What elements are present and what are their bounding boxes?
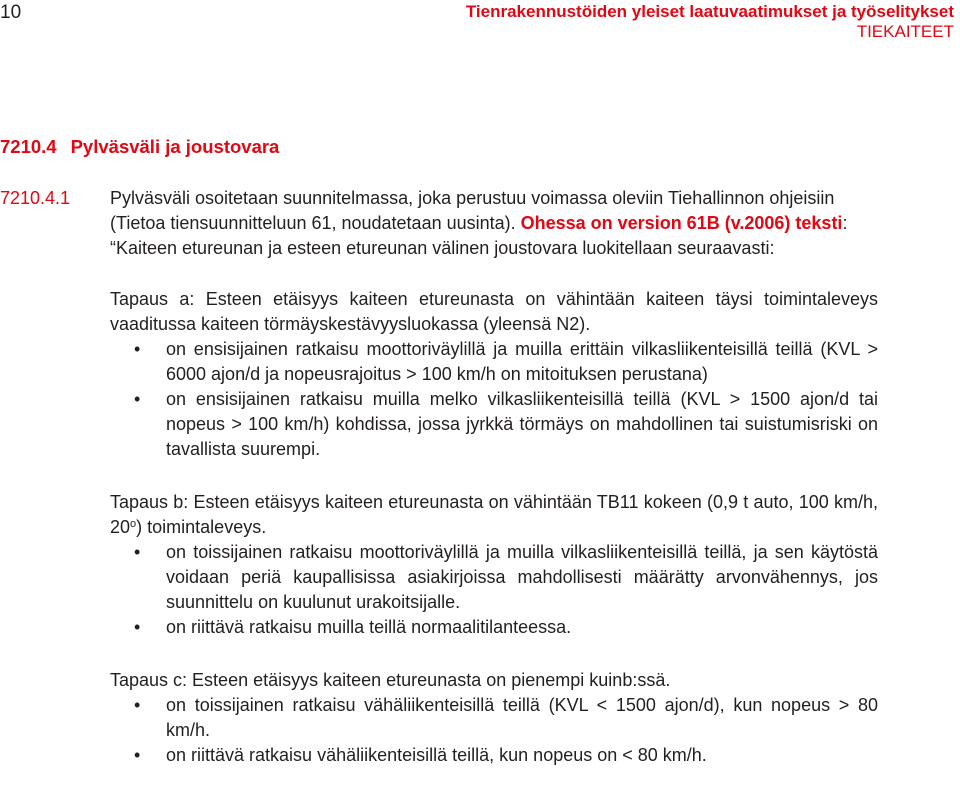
list-item <box>110 387 878 462</box>
document-subtitle: TIEKAITEET <box>856 22 954 41</box>
degree-superscript: o <box>130 518 137 530</box>
clause-intro <box>110 186 878 261</box>
case-a-text: Tapaus a: Esteen etäisyys kaiteen etureunasta on vähintään kaiteen täysi toimintaleveys vaaditussa kaiteen törmäyskestävyysluokassa (yleensä N2). <box>110 289 878 334</box>
list-item <box>110 615 878 640</box>
intro-text-1: Pylväsväli osoitetaan suunnitelmassa, joka perustuu voimassa oleviin Tiehallinnon ohjeisiin (Tietoa tiensuunnitteluun 61, noudatetaan uusinta). <box>110 188 835 233</box>
document-title: Tienrakennustöiden yleiset laatuvaatimukset ja työselitykset <box>465 2 954 21</box>
page-number: 10 <box>0 2 22 23</box>
case-a-bullets <box>110 337 878 462</box>
section-heading <box>0 136 279 158</box>
bullet-icon: • <box>134 389 141 409</box>
case-b-text <box>110 490 878 540</box>
bullet-icon: • <box>134 617 141 637</box>
bullet-icon: • <box>134 542 141 562</box>
list-item-text: on ensisijainen ratkaisu moottoriväylillä ja muilla erittäin vilkasliikenteisillä teillä (KVL > 6000 ajon/d ja nopeusrajoitus > 100 km/h on mitoituksen perustana) <box>166 339 878 384</box>
case-b-text-2: ) toimintaleveys. <box>136 517 267 537</box>
list-item <box>110 337 878 387</box>
section-number: 7210.4 <box>0 136 57 157</box>
clause-body <box>110 186 878 768</box>
bullet-icon: • <box>134 339 141 359</box>
list-item <box>110 540 878 615</box>
case-b-bullets <box>110 540 878 640</box>
list-item-text: on toissijainen ratkaisu vähäliikenteisillä teillä (KVL < 1500 ajon/d), kun nopeus > 80 km/h. <box>166 695 878 740</box>
clause-number: 7210.4.1 <box>0 188 71 208</box>
list-item <box>110 693 878 743</box>
case-c-bullets <box>110 693 878 768</box>
list-item <box>110 743 878 768</box>
case-b-text-1: Tapaus b: Esteen etäisyys kaiteen etureunasta on vähintään TB11 kokeen (0,9 t auto, 100 km/h, 20 <box>110 492 878 537</box>
bullet-icon: • <box>134 695 141 715</box>
case-c-text: Tapaus c: Esteen etäisyys kaiteen etureunasta on pienempi kuinb:ssä. <box>110 670 671 690</box>
list-item-text: on riittävä ratkaisu vähäliikenteisillä teillä, kun nopeus on < 80 km/h. <box>166 745 707 765</box>
list-item-text: on ensisijainen ratkaisu muilla melko vilkasliikenteisillä teillä (KVL > 1500 ajon/d tai nopeus > 100 km/h) kohdissa, jossa jyrkkä törmäys on mahdollinen tai suistumisriski on tavallista suurempi. <box>166 389 878 459</box>
intro-highlight: Ohessa on version 61B (v.2006) teksti <box>520 213 843 233</box>
list-item-text: on riittävä ratkaisu muilla teillä normaalitilanteessa. <box>166 617 572 637</box>
section-title: Pylväsväli ja joustovara <box>70 136 280 157</box>
running-header <box>466 2 954 42</box>
intro-text-2: : “Kaiteen etureunan ja esteen etureunan välinen joustovara luokitellaan seuraavasti: <box>110 213 848 258</box>
list-item-text: on toissijainen ratkaisu moottoriväylillä ja muilla vilkasliikenteisillä teillä, ja sen käytöstä voidaan periä kaupallisissa asiakirjoissa mahdollisesti määrätty arvonvähennys, jos suunnittelu on kuulunut urakoitsijalle. <box>166 542 878 612</box>
bullet-icon: • <box>134 745 141 765</box>
